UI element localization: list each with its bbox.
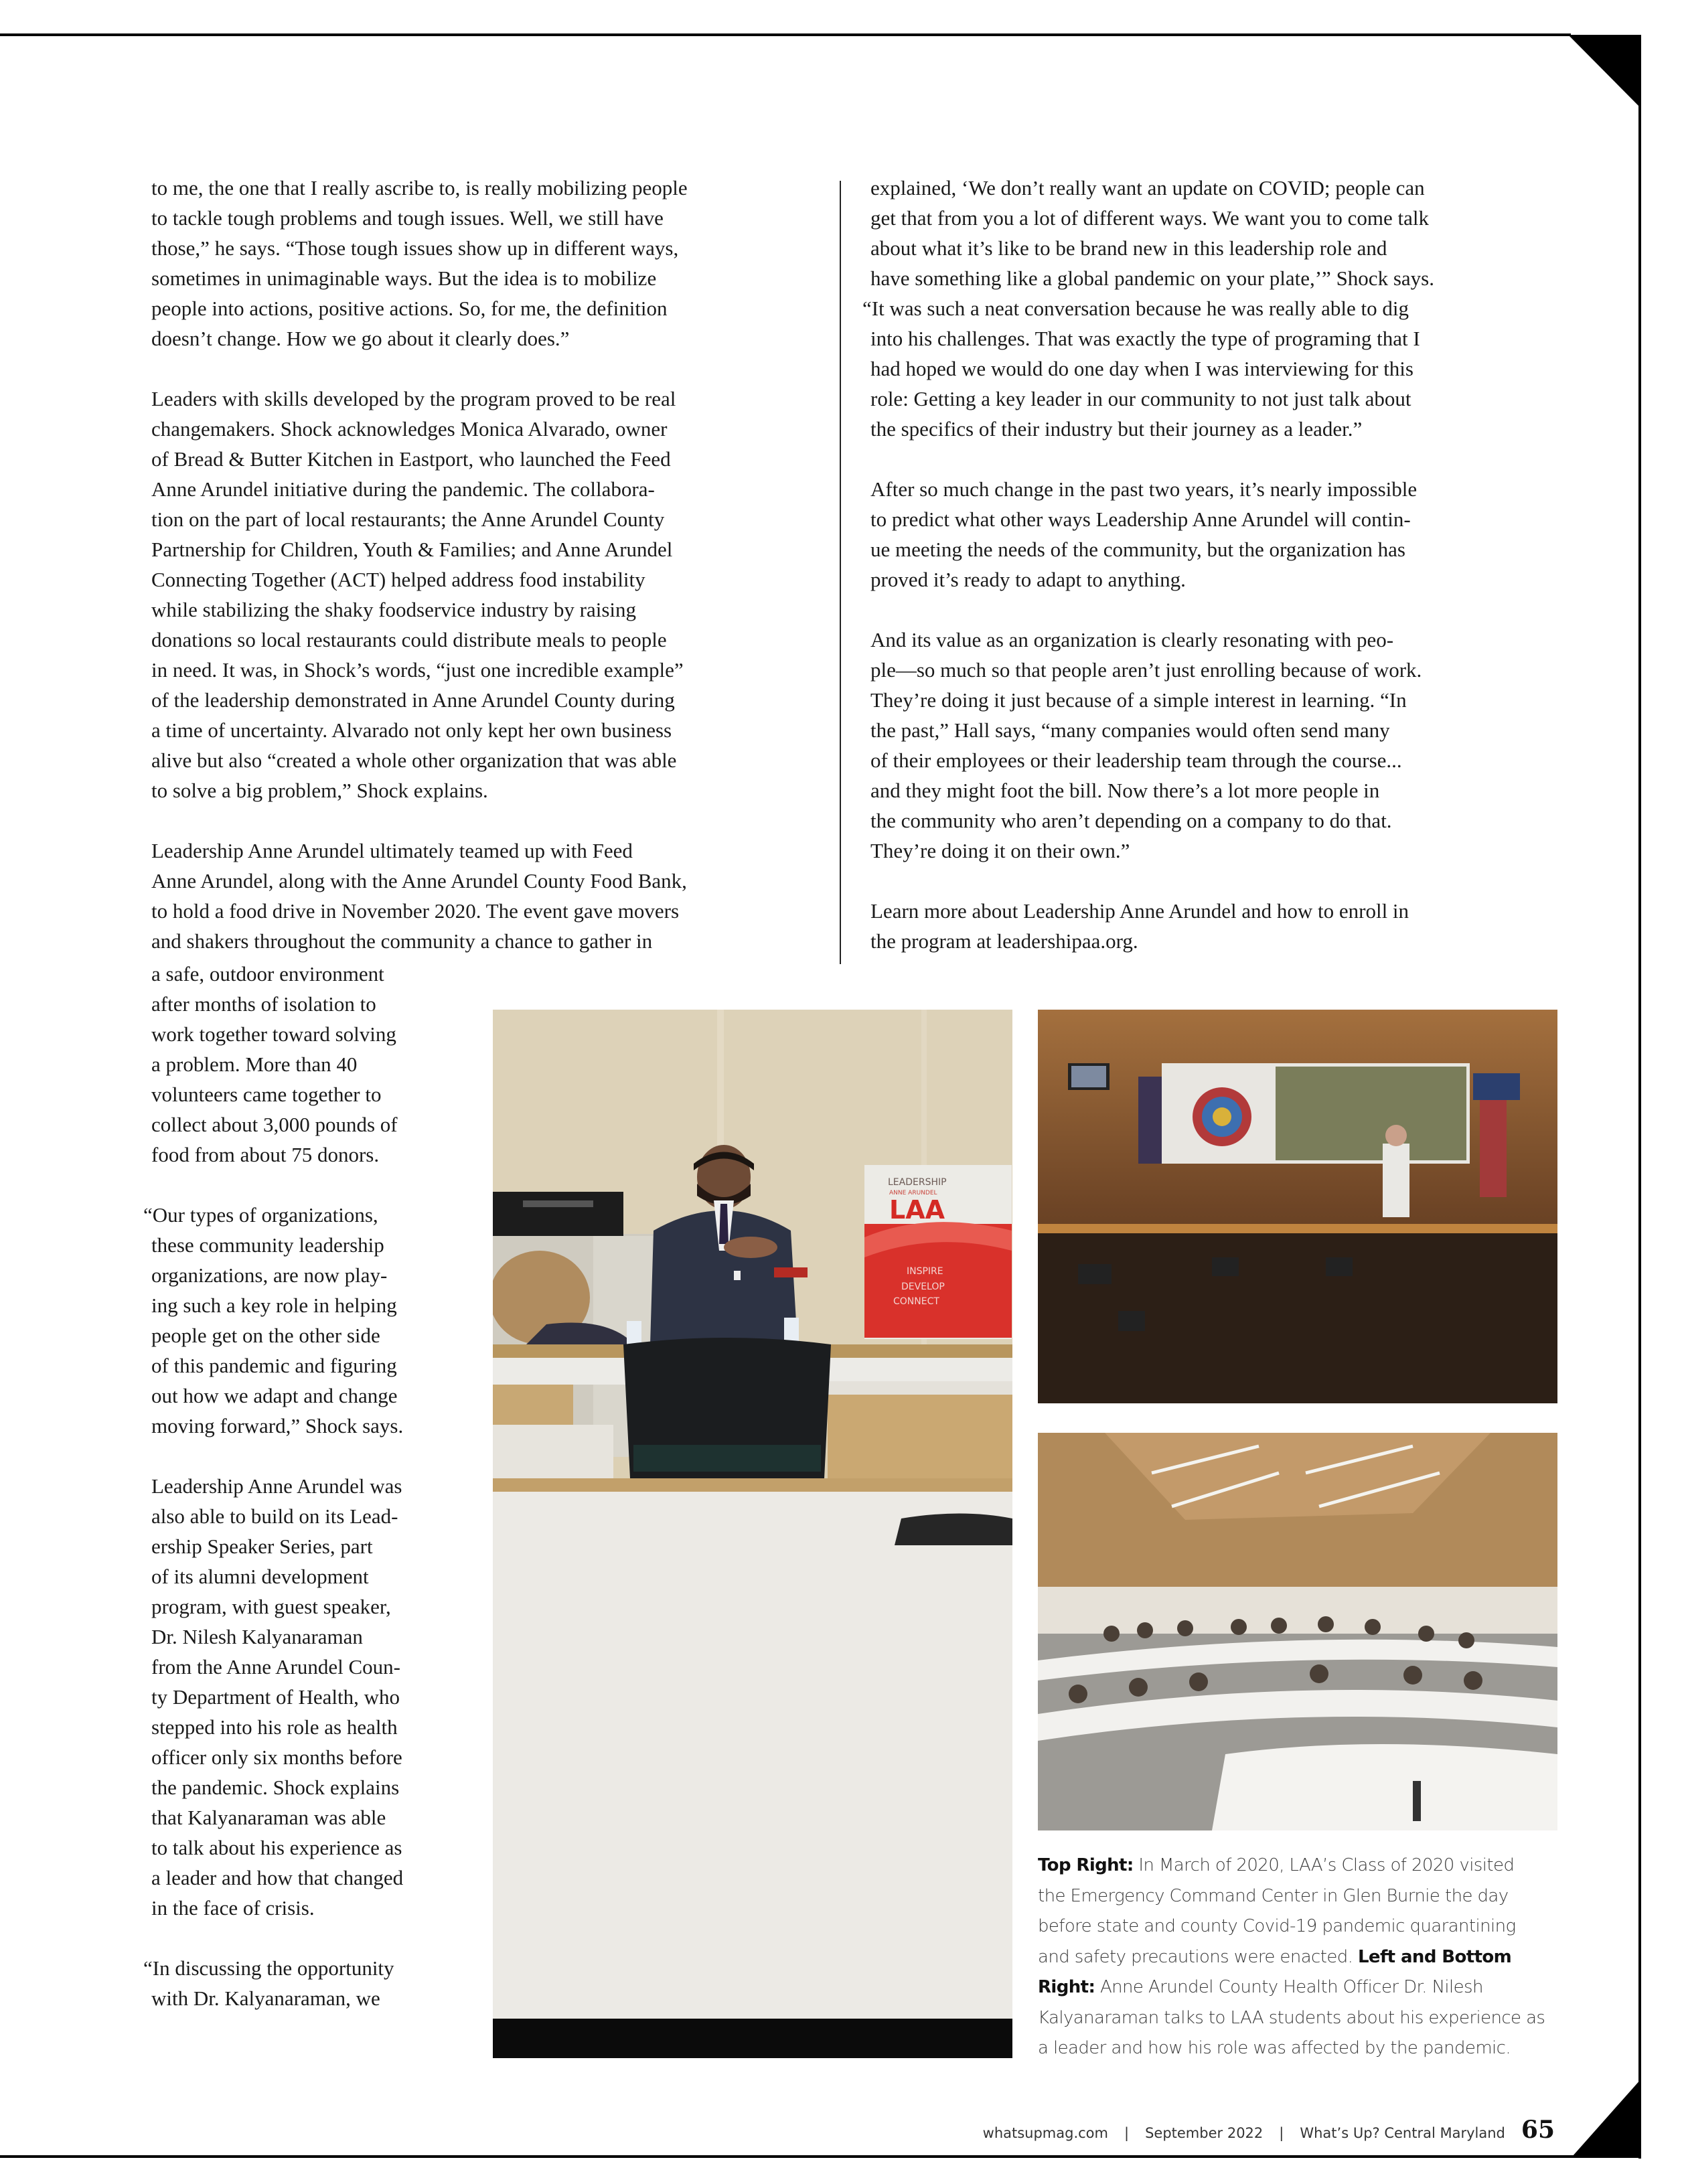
text-line: from the Anne Arundel Coun-: [151, 1655, 400, 1679]
paragraph: [151, 173, 794, 354]
paragraph: [151, 959, 473, 1170]
page-frame-bottom-rule: [0, 2155, 1641, 2158]
caption-line: and safety precautions were enacted. Left and Bottom: [1038, 1946, 1512, 1967]
caption-line: before state and county Covid-19 pandemic quarantining: [1038, 1916, 1516, 1936]
text-line: organizations, are now play-: [151, 1263, 388, 1287]
article-left-column: [151, 173, 794, 986]
text-line: They’re doing it just because of a simple interest in learning. “In: [870, 688, 1407, 712]
footer-issue: September 2022: [1145, 2125, 1264, 2141]
paragraph: [870, 625, 1513, 866]
text-line: Learn more about Leadership Anne Arundel and how to enroll in: [870, 899, 1409, 923]
page-footer: [983, 2116, 1555, 2142]
text-line: a problem. More than 40: [151, 1052, 358, 1076]
paragraph: [870, 474, 1513, 595]
text-line: Partnership for Children, Youth & Families; and Anne Arundel: [151, 538, 673, 561]
svg-text:CONNECT: CONNECT: [893, 1296, 939, 1307]
text-line: in need. It was, in Shock’s words, “just one incredible example”: [151, 658, 684, 682]
text-line: while stabilizing the shaky foodservice industry by raising: [151, 598, 637, 621]
text-line: out how we adapt and change: [151, 1384, 398, 1407]
footer-site: whatsupmag.com: [982, 2125, 1108, 2141]
text-line: to tackle tough problems and tough issues. Well, we still have: [151, 206, 664, 230]
text-line: Leadership Anne Arundel was: [151, 1474, 402, 1498]
text-line: “It was such a neat conversation because he was really able to dig: [862, 297, 1409, 320]
text-line: to hold a food drive in November 2020. The event gave movers: [151, 899, 680, 923]
caption-line: a leader and how his role was affected by the pandemic.: [1038, 2038, 1511, 2058]
text-line: those,” he says. “Those tough issues show up in different ways,: [151, 236, 679, 260]
text-line: Anne Arundel initiative during the pandemic. The collabora-: [151, 477, 655, 501]
text-line: have something like a global pandemic on your plate,’” Shock says.: [870, 266, 1434, 290]
text-line: ership Speaker Series, part: [151, 1535, 373, 1558]
text-line: volunteers came together to: [151, 1083, 382, 1106]
text-line: work together toward solving: [151, 1022, 396, 1046]
caption-label: Right:: [1038, 1977, 1095, 1997]
text-line: alive but also “created a whole other organization that was able: [151, 749, 677, 772]
text-line: explained, ‘We don’t really want an update on COVID; people can: [870, 176, 1425, 200]
footer-separator: |: [1124, 2125, 1130, 2141]
text-line: after months of isolation to: [151, 992, 376, 1016]
banner-leadership-text: LEADERSHIP: [888, 1177, 947, 1188]
text-line: Leaders with skills developed by the program proved to be real: [151, 387, 676, 410]
corner-triangle-bottom-right: [1572, 2079, 1641, 2157]
text-line: After so much change in the past two years, it’s nearly impossible: [870, 477, 1418, 501]
text-line: officer only six months before: [151, 1745, 402, 1769]
text-line: people into actions, positive actions. So, for me, the definition: [151, 297, 668, 320]
text-line: Connecting Together (ACT) helped address food instability: [151, 568, 645, 591]
text-line: food from about 75 donors.: [151, 1143, 380, 1166]
text-line: and shakers throughout the community a chance to gather in: [151, 929, 653, 953]
text-line: “In discussing the opportunity: [143, 1956, 394, 1980]
text-line: these community leadership: [151, 1233, 384, 1257]
text-line: “Our types of organizations,: [143, 1203, 378, 1227]
text-line: sometimes in unimaginable ways. But the idea is to mobilize: [151, 266, 657, 290]
column-divider: [840, 181, 841, 964]
text-line: of their employees or their leadership team through the course...: [870, 749, 1402, 772]
page-frame-right-rule: [1638, 35, 1641, 2159]
svg-text:DEVELOP: DEVELOP: [901, 1281, 945, 1292]
corner-triangle-top-right: [1568, 35, 1640, 107]
photo-emergency-command-center: [1038, 1010, 1557, 1403]
text-line: moving forward,” Shock says.: [151, 1414, 404, 1437]
text-line: the past,” Hall says, “many companies would often send many: [870, 718, 1390, 742]
text-line: the specifics of their industry but their journey as a leader.”: [870, 417, 1363, 441]
text-line: about what it’s like to be brand new in this leadership role and: [870, 236, 1387, 260]
text-line: They’re doing it on their own.”: [870, 839, 1130, 862]
text-line: Leadership Anne Arundel ultimately teamed up with Feed: [151, 839, 633, 862]
paragraph: [870, 896, 1513, 956]
text-line: to predict what other ways Leadership Anne Arundel will contin-: [870, 508, 1411, 531]
text-line: And its value as an organization is clearly resonating with peo-: [870, 628, 1394, 651]
text-line: also able to build on its Lead-: [151, 1504, 398, 1528]
text-line: of its alumni development: [151, 1565, 369, 1588]
text-line: people get on the other side: [151, 1324, 380, 1347]
caption-label: Top Right:: [1038, 1855, 1134, 1875]
text-line: stepped into his role as health: [151, 1715, 398, 1739]
text-line: ue meeting the needs of the community, but the organization has: [870, 538, 1405, 561]
text-line: and they might foot the bill. Now there’s a lot more people in: [870, 779, 1380, 802]
text-line: ty Department of Health, who: [151, 1685, 400, 1709]
text-line: with Dr. Kalyanaraman, we: [151, 1986, 380, 2010]
caption-line: Top Right: In March of 2020, LAA’s Class of 2020 visited: [1038, 1855, 1515, 1875]
text-line: proved it’s ready to adapt to anything.: [870, 568, 1186, 591]
footer-separator: |: [1279, 2125, 1284, 2141]
text-line: tion on the part of local restaurants; the Anne Arundel County: [151, 508, 665, 531]
text-line: to solve a big problem,” Shock explains.: [151, 779, 488, 802]
text-line: Anne Arundel, along with the Anne Arundel County Food Bank,: [151, 869, 687, 892]
text-line: of the leadership demonstrated in Anne Arundel County during: [151, 688, 675, 712]
caption-line: Right: Anne Arundel County Health Officer Dr. Nilesh: [1038, 1977, 1483, 1997]
text-line: doesn’t change. How we go about it clearly does.”: [151, 327, 570, 350]
text-line: that Kalyanaraman was able: [151, 1806, 386, 1829]
text-line: a leader and how that changed: [151, 1866, 404, 1889]
text-line: Dr. Nilesh Kalyanaraman: [151, 1625, 363, 1648]
text-line: program, with guest speaker,: [151, 1595, 391, 1618]
text-line: the program at leadershipaa.org.: [870, 929, 1138, 953]
page-frame-top-rule: [0, 33, 1571, 36]
svg-text:LAA: LAA: [889, 1195, 945, 1225]
text-line: a time of uncertainty. Alvarado not only kept her own business: [151, 718, 672, 742]
text-line: ple—so much so that people aren’t just enrolling because of work.: [870, 658, 1422, 682]
text-line: had hoped we would do one day when I was interviewing for this: [870, 357, 1413, 380]
paragraph: [143, 1953, 473, 2013]
text-line: donations so local restaurants could distribute meals to people: [151, 628, 667, 651]
text-line: into his challenges. That was exactly the type of programing that I: [870, 327, 1420, 350]
paragraph: [151, 1471, 473, 1923]
caption-line: the Emergency Command Center in Glen Burnie the day: [1038, 1885, 1509, 1906]
paragraph: [151, 384, 794, 805]
text-line: of this pandemic and figuring: [151, 1354, 397, 1377]
page-number: 65: [1521, 2116, 1555, 2144]
text-line: ing such a key role in helping: [151, 1294, 397, 1317]
svg-text:ANNE ARUNDEL: ANNE ARUNDEL: [889, 1190, 937, 1196]
paragraph: [862, 173, 1513, 444]
svg-text:INSPIRE: INSPIRE: [907, 1266, 943, 1277]
photo-speaker-lecture: [493, 1010, 1012, 2058]
text-line: get that from you a lot of different ways. We want you to come talk: [870, 206, 1430, 230]
caption-line: Kalyanaraman talks to LAA students about his experience as: [1038, 2007, 1545, 2028]
paragraph: [151, 836, 794, 956]
text-line: of Bread & Butter Kitchen in Eastport, who launched the Feed: [151, 447, 671, 471]
article-right-column: [862, 173, 1513, 986]
text-line: to me, the one that I really ascribe to, is really mobilizing people: [151, 176, 688, 200]
text-line: in the face of crisis.: [151, 1896, 315, 1920]
text-line: role: Getting a key leader in our community to not just talk about: [870, 387, 1411, 410]
text-line: the pandemic. Shock explains: [151, 1776, 400, 1799]
text-line: collect about 3,000 pounds of: [151, 1113, 398, 1136]
article-left-narrow-column: [143, 959, 473, 2043]
footer-publication: What’s Up? Central Maryland: [1300, 2125, 1505, 2141]
text-line: changemakers. Shock acknowledges Monica Alvarado, owner: [151, 417, 668, 441]
text-line: the community who aren’t depending on a company to do that.: [870, 809, 1392, 832]
paragraph: [143, 1200, 473, 1441]
text-line: to talk about his experience as: [151, 1836, 402, 1859]
photo-caption: [1038, 1851, 1567, 2064]
caption-label: Left and Bottom: [1357, 1946, 1512, 1967]
text-line: a safe, outdoor environment: [151, 962, 384, 986]
photo-lecture-hall-students: [1038, 1433, 1557, 1830]
